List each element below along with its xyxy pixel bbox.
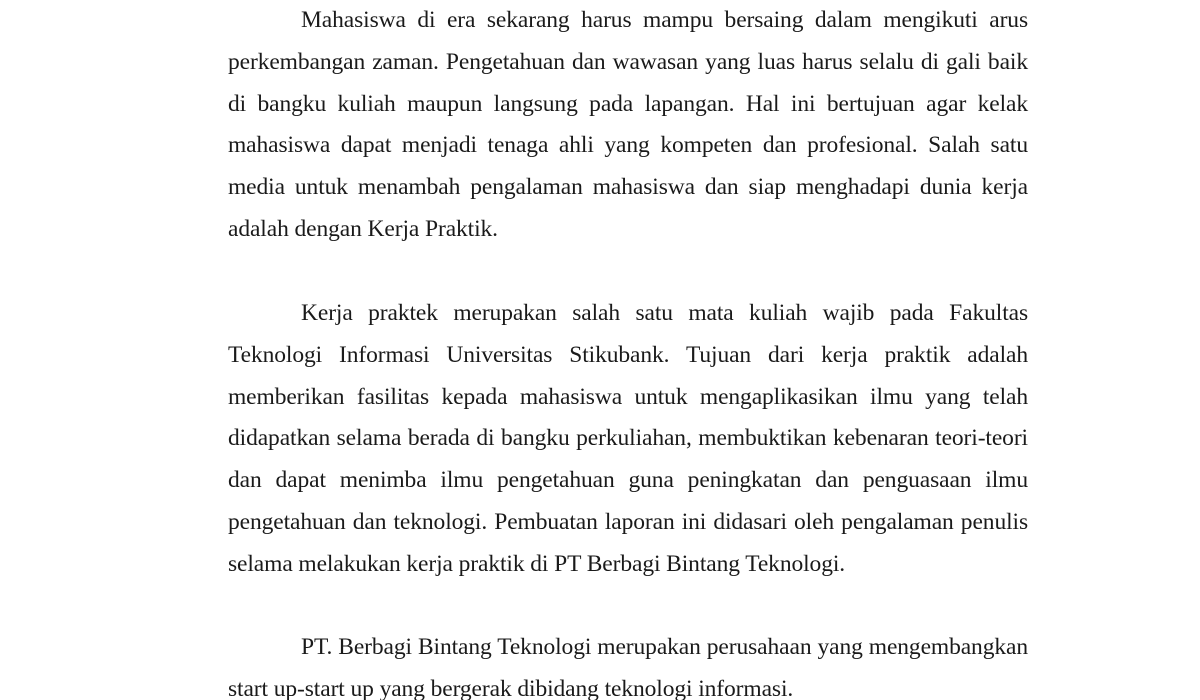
paragraph-mahasiswa-era: Mahasiswa di era sekarang harus mampu bersaing dalam mengikuti arus perkembangan zaman. Pengetahuan dan wawasan yang luas harus selalu di gali baik di bangku kuliah maupun langsung pada lapangan. Hal ini bertujuan agar kelak mahasiswa dapat menjadi tenaga ahli yang kompeten dan profesional. Salah satu media untuk menambah pengalaman mahasiswa dan siap menghadapi dunia kerja adalah dengan Kerja Praktik. — [228, 7, 1028, 242]
paragraph-kerja-praktek: Kerja praktek merupakan salah satu mata kuliah wajib pada Fakultas Teknologi Informasi Universitas Stikubank. Tujuan dari kerja praktik adalah memberikan fasilitas kepada mahasiswa untuk mengaplikasikan ilmu yang telah didapatkan selama berada di bangku perkuliahan, membuktikan kebenaran teori-teori dan dapat menimba ilmu pengetahuan guna peningkatan dan penguasaan ilmu pengetahuan dan teknologi. Pembuatan laporan ini didasari oleh pengalaman penulis selama melakukan kerja praktik di PT Berbagi Bintang Teknologi. — [228, 300, 1028, 577]
paragraph-pt-berbagi-bintang: PT. Berbagi Bintang Teknologi merupakan perusahaan yang mengembangkan start up-start up yang bergerak dibidang teknologi informasi. — [228, 634, 1028, 700]
